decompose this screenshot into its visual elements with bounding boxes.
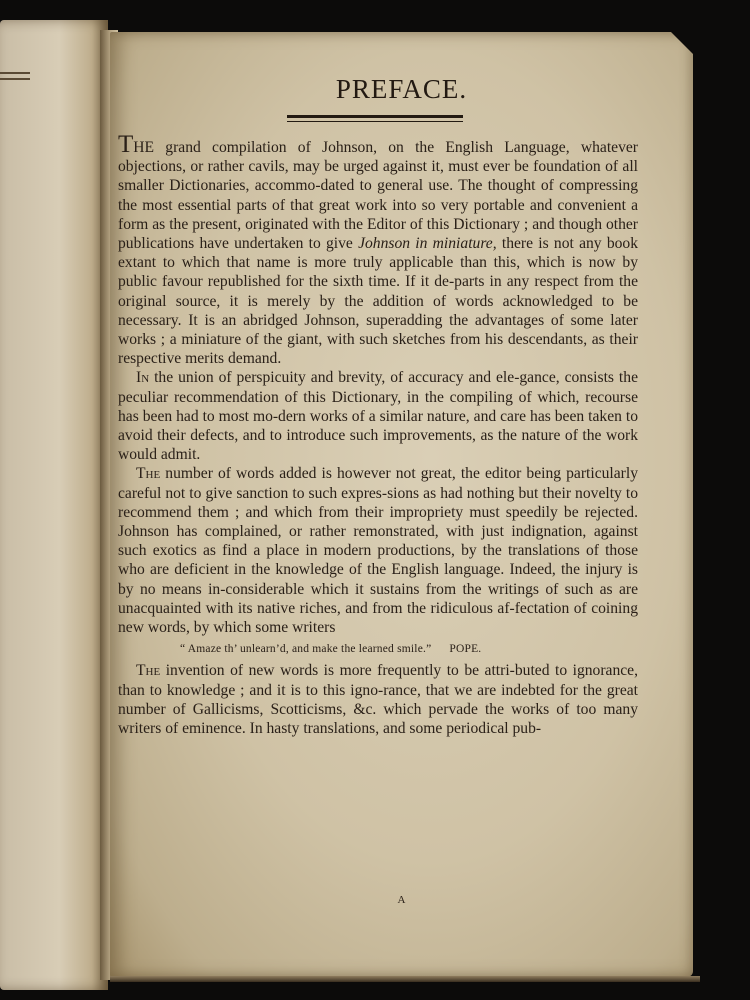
title-rule-thick: [287, 115, 463, 118]
drop-cap: T: [118, 131, 134, 158]
page-title: PREFACE.: [335, 74, 468, 104]
facing-page-rule: [0, 78, 30, 80]
italic-phrase: Johnson in miniature,: [358, 235, 497, 253]
paragraph-text: the union of perspicuity and brevity, of accuracy and ele-gance, consists the peculiar recommendation of this Dictionary, in the compiling of which, recourse has been had to most mo-dern works of a similar nature, and care has been taken to avoid their defects, and to introduce such improvements, as the nature of the work would admit.: [118, 369, 638, 464]
book-page: [110, 32, 693, 977]
facing-page-rule: [0, 72, 30, 74]
paragraph-text: invention of new words is more frequently to be attri-buted to ignorance, than to knowledge ; and it is to this igno-rance, that we are indebted for the great number of Gallicisms, Scotticisms, &c. which pervade the works of too many writers of eminence. In hasty translations, and some periodical pub-: [118, 662, 638, 738]
title-rule-thin: [287, 121, 463, 122]
paragraph-text: grand compilation of Johnson, on the English Language, whatever objections, or rather cavils, may be urged against it, must ever be foundation of all smaller Dictionaries, accommo-dated to general use. The thought of compressing the most essential parts of that great work into so very portable and convenient a form as the present, originated with the Editor of this Dictionary ; and though other publications have undertaken to give: [118, 139, 638, 253]
quotation: [118, 640, 638, 659]
paragraph-2: [118, 368, 638, 464]
page-corner-tear: [671, 32, 693, 54]
preface-body: [118, 131, 639, 738]
facing-page-edge: [0, 20, 108, 990]
lead-word-rest: HE: [133, 139, 155, 156]
signature-mark: A: [397, 894, 406, 906]
lead-word: In: [136, 369, 150, 387]
paragraph-4: [118, 661, 638, 738]
paragraph-text: number of words added is however not great, the editor being particularly careful not to give sanction to such expres-sions as had nothing but their novelty to recommend them ; and which from their impropriety must speedily be rejected. Johnson has complained, or rather remonstrated, with just indignation, against such exotics as find a place in modern productions, by the translations of those who are deficient in the knowledge of the English language. Indeed, the injury is by no means in-considerable which it sustains from the writings of such as are unacquainted with its native riches, and from the ridiculous af-fectation of coining new words, by which some writers: [118, 465, 638, 637]
quotation-attribution: POPE.: [449, 643, 482, 656]
lead-word: The: [136, 662, 161, 680]
paragraph-1: [118, 131, 639, 368]
paragraph-3: [118, 464, 638, 637]
paragraph-text-continued: there is not any book extant to which that name is more truly applicable than this, which is now by public favour republished for the sixth time. If it de-parts in any respect from the original source, it is merely by the addition of words acknowledged to be necessary. It is an abridged Johnson, superadding the advantages of some later works ; a miniature of the giant, with such sketches from his descendants, as their respective merits demand.: [118, 235, 639, 368]
page-bottom-edge: [110, 976, 700, 982]
quotation-text: “ Amaze th’ unlearn’d, and make the learned smile.”: [180, 643, 432, 656]
lead-word: The: [136, 465, 161, 483]
